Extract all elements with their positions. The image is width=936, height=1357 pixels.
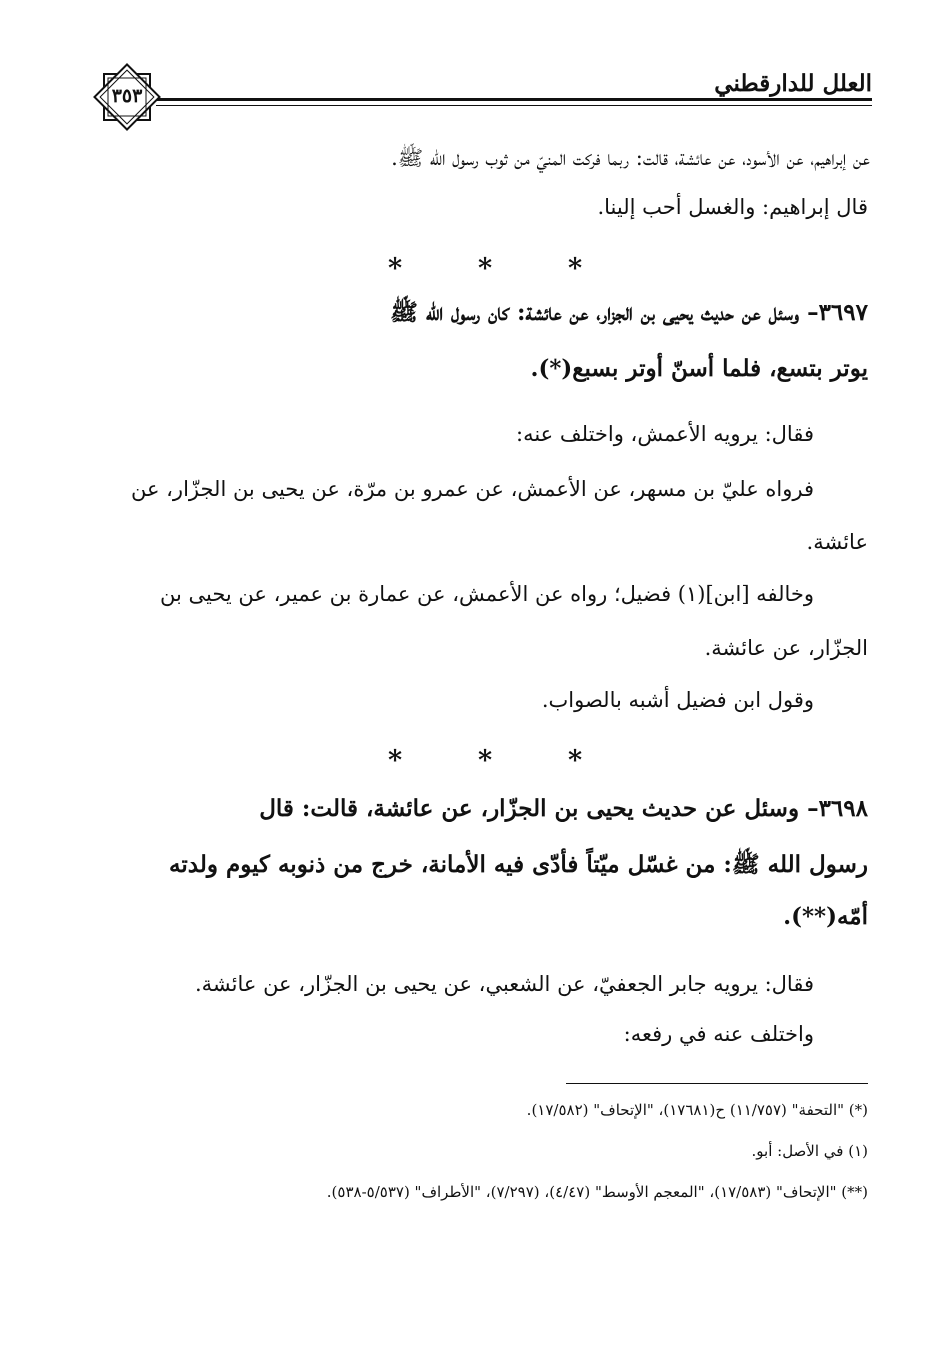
question-heading: رسول الله ﷺ: من غسّل ميّتاً فأدّى فيه الأمانة، خرج من ذنوبه كيوم ولدته <box>169 851 868 878</box>
book-title: العلل للدارقطني <box>714 70 872 97</box>
text-line: عائشة. <box>806 530 868 554</box>
text-line: وخالفه [ابن](١) فضيل؛ رواه عن الأعمش، عن عمارة بن عمير، عن يحيى بن <box>160 582 814 606</box>
text-line: وقول ابن فضيل أشبه بالصواب. <box>541 688 814 712</box>
header-rule-thick <box>156 98 872 101</box>
star-glyph: * <box>387 745 403 776</box>
footnote: (*) "التحفة" (١١/٧٥٧) ح(١٧٦٨١)، "الإتحاف" (١٧/٥٨٢). <box>526 1101 868 1119</box>
question-heading: ٣٦٩٧– وسئل عن حديث يحيى بن الجزار، عن عائشة: كان رسول الله ﷺ <box>390 299 868 326</box>
text-line: فرواه عليّ بن مسهر، عن الأعمش، عن عمرو بن مرّة، عن يحيى بن الجزّار، عن <box>130 477 814 501</box>
text-line: عن إبراهيم، عن الأسود، عن عائشة، قالت: ربما فركت المنيّ من ثوب رسول الله ﷺ. <box>391 146 870 170</box>
text-line: فقال: يرويه الأعمش، واختلف عنه: <box>516 422 814 446</box>
question-heading: يوتر بتسع، فلما أسنّ أوتر بسبع(*). <box>530 355 868 382</box>
header-rule-thin <box>156 105 872 106</box>
section-separator <box>380 255 590 282</box>
star-glyph: * <box>387 253 403 284</box>
page-number: ٣٥٣ <box>111 85 143 107</box>
footnote-rule <box>566 1083 868 1084</box>
text-line: واختلف عنه في رفعه: <box>623 1022 814 1046</box>
star-glyph: * <box>477 745 493 776</box>
text-line: الجزّار، عن عائشة. <box>704 636 868 660</box>
star-glyph: * <box>567 745 583 776</box>
question-heading: ٣٦٩٨– وسئل عن حديث يحيى بن الجزّار، عن عائشة، قالت: قال <box>259 795 868 822</box>
text-line: قال إبراهيم: والغسل أحب إلينا. <box>597 195 868 219</box>
text-line: فقال: يرويه جابر الجعفيّ، عن الشعبي، عن يحيى بن الجزّار، عن عائشة. <box>194 972 814 996</box>
running-header <box>92 64 872 124</box>
footnote: (**) "الإتحاف" (١٧/٥٨٣)، "المعجم الأوسط" (٤/٤٧)، (٧/٢٩٧)، "الأطراف" (٥/٥٣٧-٥٣٨). <box>326 1183 868 1201</box>
question-heading: أمّه(**). <box>783 903 868 930</box>
section-separator <box>380 747 590 774</box>
footnote: (١) في الأصل: أبو. <box>751 1142 868 1160</box>
star-glyph: * <box>477 253 493 284</box>
star-glyph: * <box>567 253 583 284</box>
